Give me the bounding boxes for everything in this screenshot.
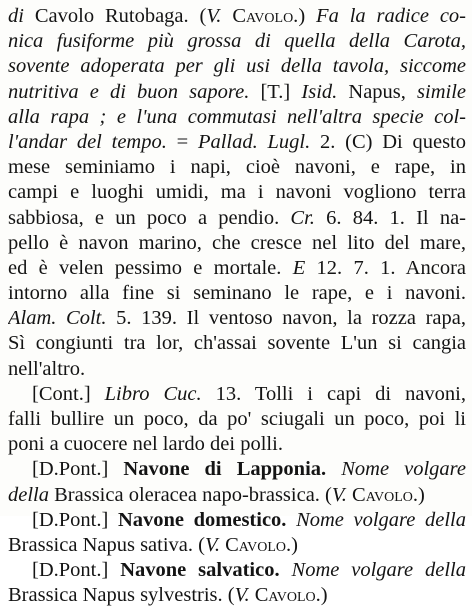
italic-text: nica fusiforme più grossa di quella della Carota, (8, 30, 466, 53)
text-segment: [T.] (249, 80, 302, 103)
text-segment: Cavolo. (232, 5, 299, 27)
entry-navone-domestico (8, 508, 466, 558)
text-segment: Brassica Napus sativa. ( (8, 533, 205, 556)
text-line (8, 357, 466, 382)
italic-text: E (292, 256, 306, 279)
italic-text: l'andar del tempo. (8, 130, 167, 153)
text-segment: 13. Tolli i capi di navoni, (201, 382, 466, 405)
text-segment: 12. 7. 1. Ancora (305, 256, 466, 279)
italic-text: alla rapa ; e l'una commutasi nell'altra specie col- (8, 105, 466, 128)
text-line (8, 407, 466, 432)
text-segment (326, 458, 341, 480)
text-segment: nell'altro. (8, 357, 86, 380)
italic-text: V. (204, 533, 220, 556)
text-line (8, 80, 466, 105)
italic-text: della (8, 483, 49, 506)
entry-navone-salvatico (8, 558, 466, 608)
text-line (8, 29, 466, 54)
text-segment: ) (320, 584, 328, 607)
text-line (8, 105, 466, 130)
text-line (8, 206, 466, 231)
italic-text: sovente adoperata per gli usi della tavola, siccome (8, 55, 466, 78)
text-segment: mese seminiamo i napi, cioè navoni, e rape, in (8, 156, 466, 179)
text-line (8, 281, 466, 306)
italic-text: Libro Cuc. (104, 382, 202, 405)
text-line (8, 583, 466, 608)
text-line (8, 382, 466, 407)
text-segment (280, 559, 292, 581)
text-line (8, 558, 466, 583)
text-segment: ) (418, 483, 425, 506)
headword: Navone di Lapponia. (123, 458, 327, 481)
text-line (8, 331, 466, 356)
italic-text: V. (234, 584, 250, 607)
text-segment (286, 509, 296, 531)
entry-cont-libro-cuc (8, 382, 466, 458)
text-segment: Cavolo Rutobaga. ( (23, 5, 207, 27)
text-line (8, 483, 466, 508)
text-line (8, 432, 466, 457)
italic-text: V. (206, 5, 222, 27)
text-segment: pello è navon marino, che cresce nel lito del mare, (8, 231, 466, 254)
text-line (8, 508, 466, 533)
italic-text: Nome volgare della (296, 508, 466, 531)
italic-text: Nome volgare della (291, 559, 466, 582)
text-segment: [Cont.] (32, 382, 105, 405)
italic-text: nutritiva e di buon sapore. (8, 80, 250, 103)
entry-navone-di-lapponia (8, 457, 466, 507)
text-segment: 5. 139. Il ventoso navon, la rozza rapa, (106, 307, 466, 330)
text-line (8, 256, 466, 281)
text-segment: Brassica oleracea napo-brassica. ( (49, 483, 332, 506)
text-segment: 2. (C) Di questo (310, 130, 466, 153)
italic-text: Pallad. Lugl. (197, 130, 311, 153)
italic-text: simile (417, 80, 466, 103)
italic-text: Nome volgare (341, 458, 466, 481)
headword: Navone domestico. (117, 508, 287, 531)
text-segment: Napus, (337, 80, 418, 103)
text-line (8, 54, 466, 79)
text-line (8, 231, 466, 256)
text-segment: ed è velen pessimo e mortale. (8, 256, 293, 279)
text-segment: Cavolo. (225, 533, 292, 556)
italic-text: Isid. (301, 80, 338, 103)
text-segment: [D.Pont.] (32, 458, 124, 481)
text-line (8, 306, 466, 331)
text-segment: campi e luoghi umidi, ma i navoni vogliono terra (8, 181, 466, 204)
text-line (8, 457, 466, 482)
text-line (8, 130, 466, 155)
text-segment: Brassica Napus sylvestris. ( (8, 584, 235, 607)
text-segment: intorno alla fine si seminano le rape, e i navoni. (8, 282, 466, 305)
text-segment: 6. 84. 1. Il na- (314, 206, 466, 229)
italic-text: Cr. (290, 206, 315, 229)
text-segment (221, 5, 232, 27)
italic-text: Fa la radice co- (316, 5, 466, 27)
text-line (8, 533, 466, 558)
text-segment: ) (291, 533, 298, 556)
text-line (8, 4, 466, 29)
text-segment: [D.Pont.] (32, 559, 121, 582)
entry-vegetables (8, 4, 466, 382)
italic-text: Alam. Colt. (8, 307, 107, 330)
italic-text: V. (331, 483, 347, 506)
text-segment: poni a cuocere nel lardo dei polli. (8, 433, 283, 456)
text-segment: ) (298, 5, 317, 27)
text-segment: falli bullire un poco, da po' sciugali un poco, poi li (8, 408, 466, 430)
text-line (8, 155, 466, 180)
italic-text: di (8, 5, 24, 27)
text-segment: Sì congiunti tra lor, ch'assai sovente L'un si cangia (8, 332, 466, 355)
text-segment: = (166, 130, 198, 153)
text-line (8, 180, 466, 205)
text-segment: Cavolo. (254, 584, 321, 607)
text-segment: [D.Pont.] (32, 508, 118, 531)
text-segment: Cavolo. (352, 483, 419, 506)
headword: Navone salvatico. (120, 559, 280, 582)
text-segment: sabbiosa, e un poco a pendio. (8, 206, 291, 229)
